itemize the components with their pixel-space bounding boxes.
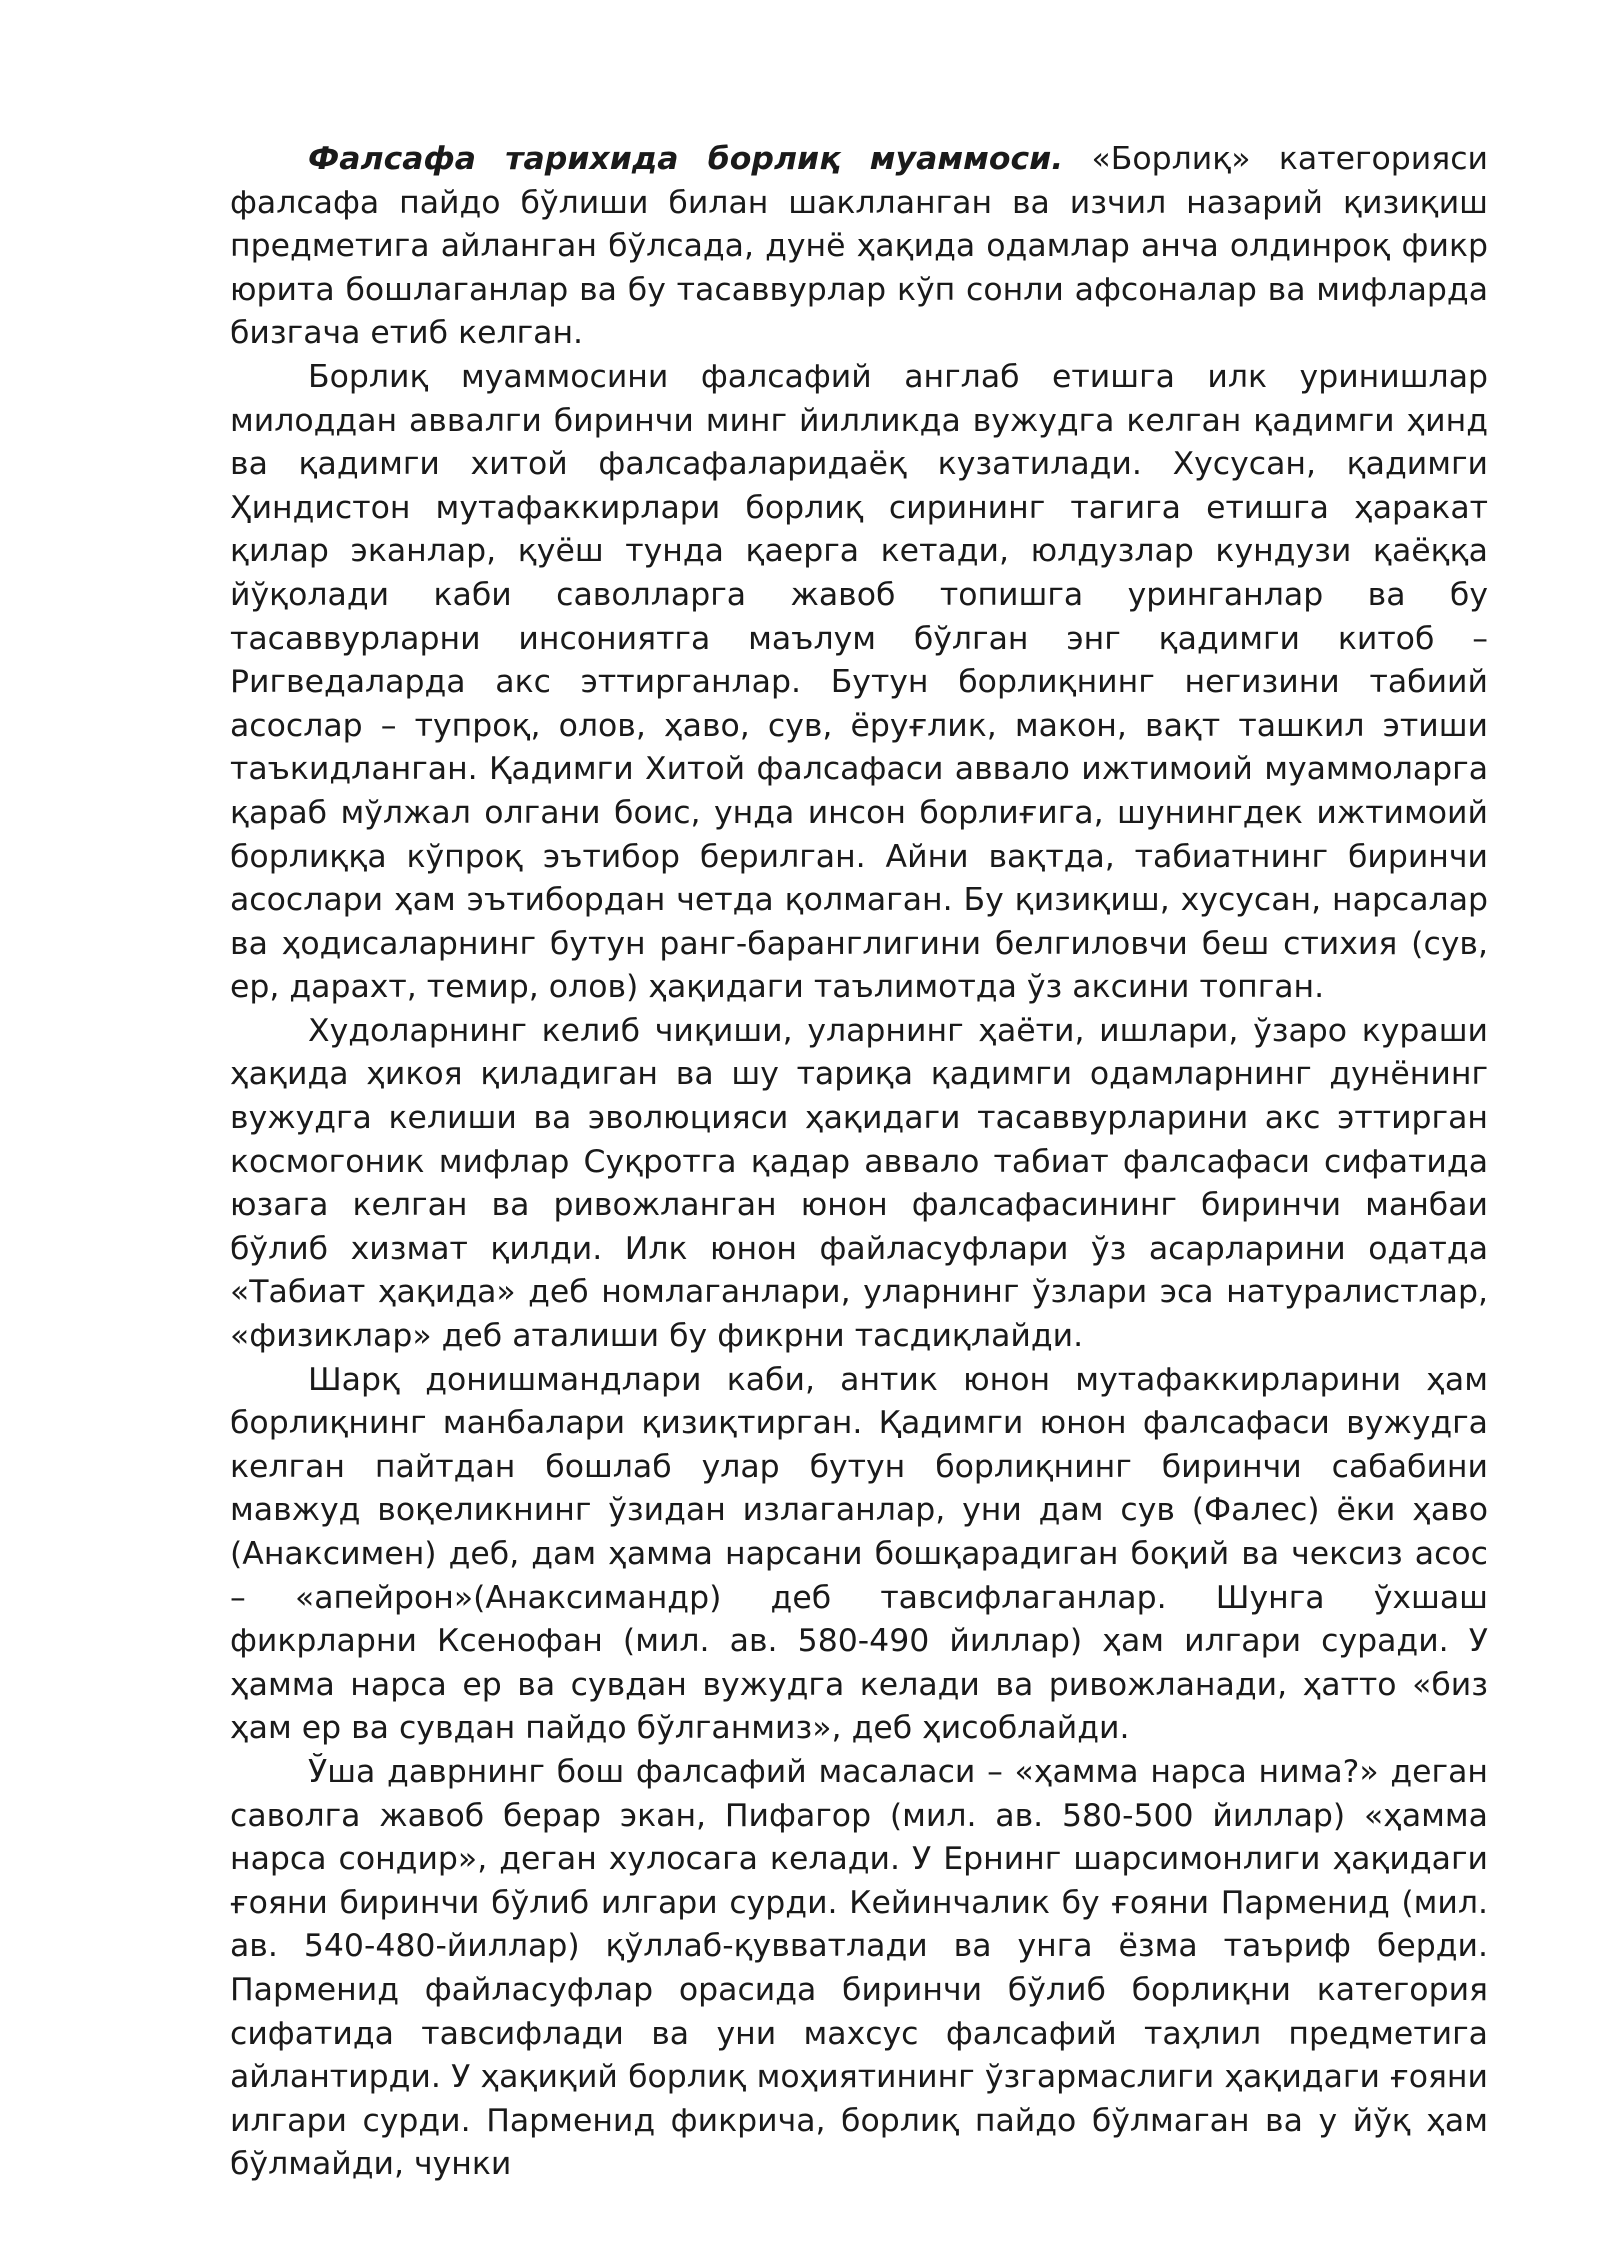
- paragraph-2: Борлиқ муаммосини фалсафий англаб етишга илк уринишлар милоддан аввалги биринчи минг йилликда вужудга келган қадимги ҳинд ва қадимги хитой фалсафаларидаёқ кузатилади. Хусусан, қадимги Ҳиндистон мутафаккирлари борлиқ сирининг тагига етишга ҳаракат қилар эканлар, қуёш тунда қаерга кетади, юлдузлар кундузи қаёққа йўқолади каби саволларга жавоб топишга уринганлар ва бу тасаввурларни инсониятга маълум бўлган энг қадимги китоб – Ригведаларда акс эттирганлар. Бутун борлиқнинг негизини табиий асослар – тупроқ, олов, ҳаво, сув, ёруғлик, макон, вақт ташкил этиши таъкидланган. Қадимги Хитой фалсафаси аввало ижтимоий муаммоларга қараб мўлжал олгани боис, унда инсон борлиғига, шунингдек ижтимоий борлиққа кўпроқ эътибор берилган. Айни вақтда, табиатнинг биринчи асослари ҳам эътибордан четда қолмаган. Бу қизиқиш, хусусан, нарсалар ва ҳодисаларнинг бутун ранг-баранглигини белгиловчи беш стихия (сув, ер, дарахт, темир, олов) ҳақидаги таълимотда ўз аксини топган.: [230, 358, 1488, 1006]
- paragraph-1: [230, 138, 1488, 356]
- paragraph-3: Худоларнинг келиб чиқиши, уларнинг ҳаёти, ишлари, ўзаро кураши ҳақида ҳикоя қиладиган ва шу тариқа қадимги одамларнинг дунёнинг вужудга келиши ва эволюцияси ҳақидаги тасаввурларини акс эттирган космогоник мифлар Суқротга қадар аввало табиат фалсафаси сифатида юзага келган ва ривожланган юнон фалсафасининг биринчи манбаи бўлиб хизмат қилди. Илк юнон файласуфлари ўз асарларини одатда «Табиат ҳақида» деб номлаганлари, уларнинг ўзлари эса натуралистлар, «физиклар» деб аталиши бу фикрни тасдиқлайди.: [230, 1012, 1488, 1355]
- paragraph-5: Ўша даврнинг бош фалсафий масаласи – «ҳамма нарса нима?» деган саволга жавоб берар экан, Пифагор (мил. ав. 580-500 йиллар) «ҳамма нарса сондир», деган хулосага келади. У Ернинг шарсимонлиги ҳақидаги ғояни биринчи бўлиб илгари сурди. Кейинчалик бу ғояни Парменид (мил. ав. 540-480-йиллар) қўллаб-қувватлади ва унга ёзма таъриф берди. Парменид файласуфлар орасида биринчи бўлиб борлиқни категория сифатида тавсифлади ва уни махсус фалсафий таҳлил предметига айлантирди. У ҳақиқий борлиқ моҳиятининг ўзгармаслиги ҳақидаги ғояни илгари сурди. Парменид фикрича, борлиқ пайдо бўлмаган ва у йўқ ҳам бўлмайди, чунки: [230, 1753, 1488, 2183]
- paragraph-4: Шарқ донишмандлари каби, антик юнон мутафаккирларини ҳам борлиқнинг манбалари қизиқтирган. Қадимги юнон фалсафаси вужудга келган пайтдан бошлаб улар бутун борлиқнинг биринчи сабабини мавжуд воқеликнинг ўзидан излаганлар, уни дам сув (Фалес) ёки ҳаво (Анаксимен) деб, дам ҳамма нарсани бошқарадиган боқий ва чексиз асос – «апейрон»(Анаксимандр) деб тавсифлаганлар. Шунга ўхшаш фикрларни Ксенофан (мил. ав. 580-490 йиллар) ҳам илгари суради. У ҳамма нарса ер ва сувдан вужудга келади ва ривожланади, ҳатто «биз ҳам ер ва сувдан пайдо бўлганмиз», деб ҳисоблайди.: [230, 1361, 1488, 1747]
- document-body: [230, 138, 1488, 2187]
- section-heading: Фалсафа тарихида борлиқ муаммоси.: [308, 141, 1064, 177]
- paragraph-text: «Борлиқ» категорияси фалсафа пайдо бўлиши билан шаклланган ва изчил назарий қизиқиш предметига айланган бўлсада, дунё ҳақида одамлар анча олдинроқ фикр юрита бошлаганлар ва бу тасаввурлар кўп сонли афсоналар ва мифларда бизгача етиб келган.: [230, 141, 1488, 352]
